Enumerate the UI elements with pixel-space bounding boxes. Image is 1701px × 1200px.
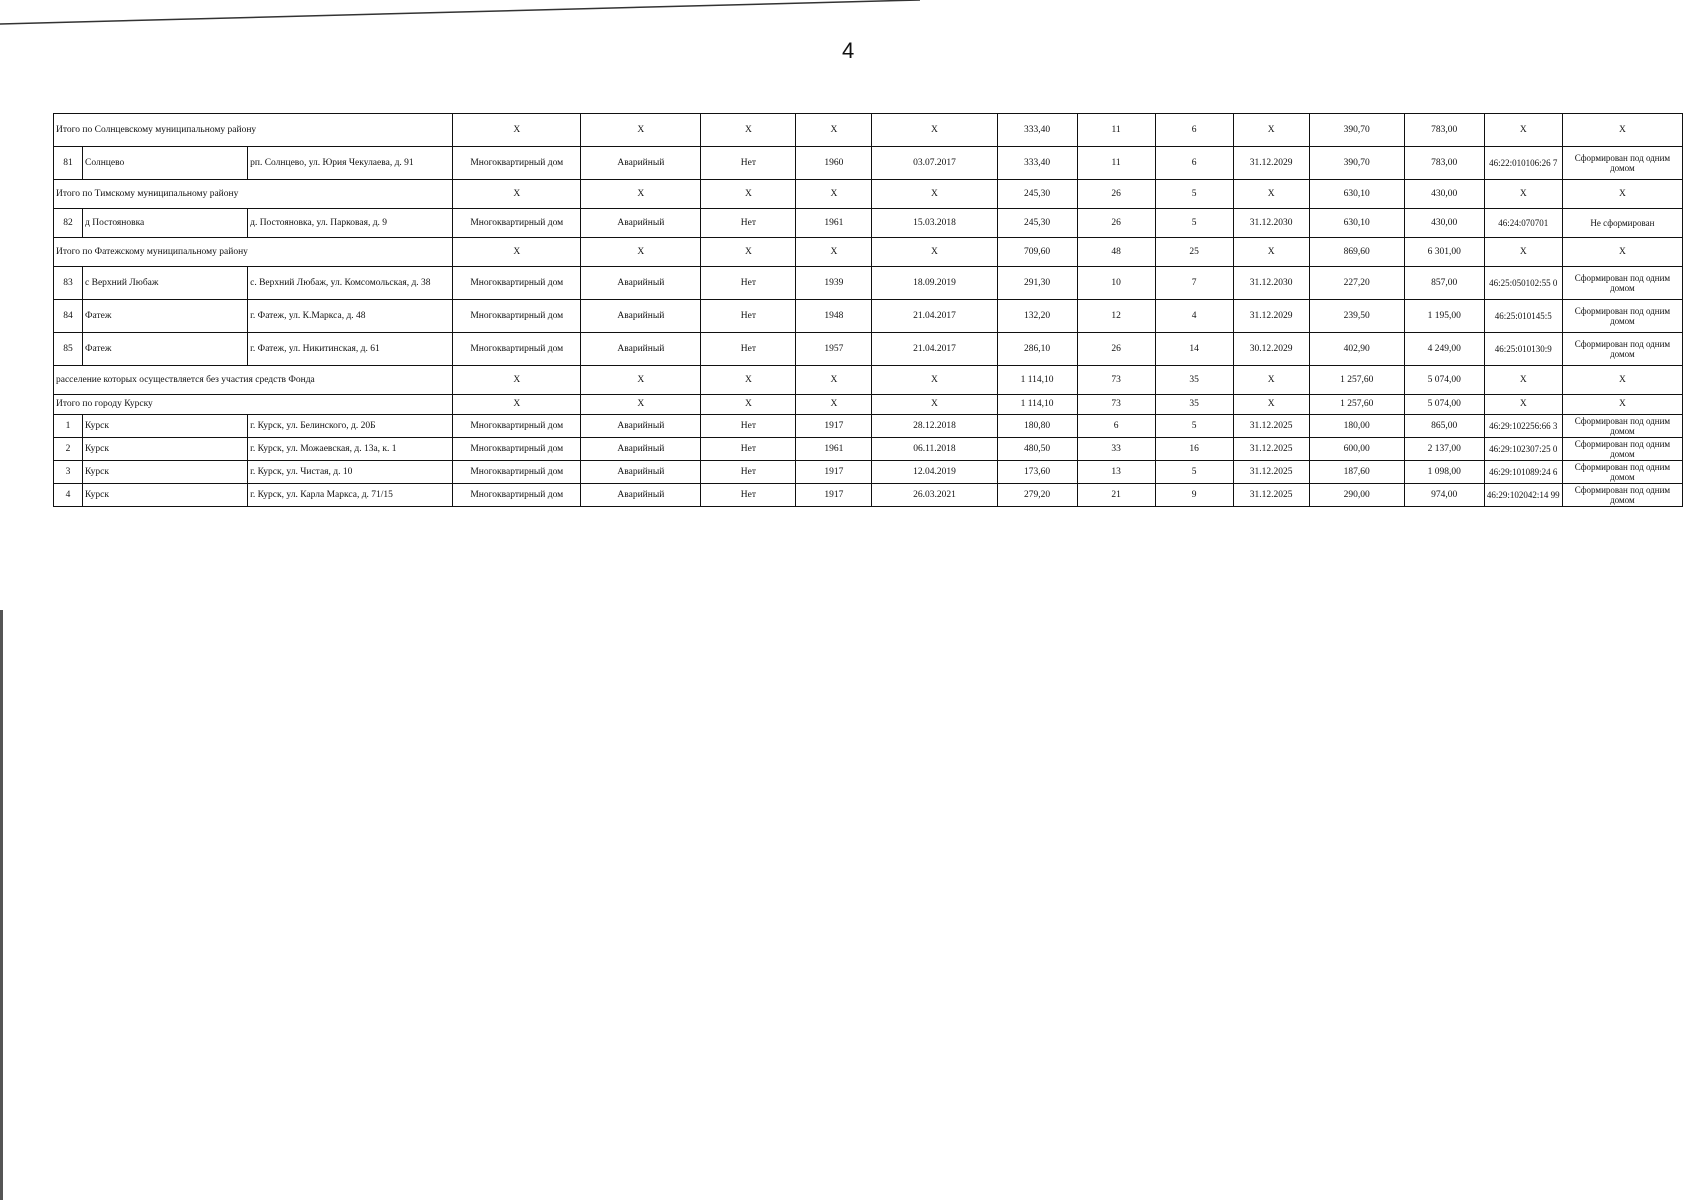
subtotal-cell: X bbox=[453, 366, 581, 395]
subtotal-row bbox=[54, 395, 1683, 415]
subtotal-cell: X bbox=[1484, 366, 1562, 395]
flag-cell: Нет bbox=[701, 484, 796, 507]
subtotal-cell: X bbox=[581, 366, 701, 395]
subtotal-cell: 390,70 bbox=[1309, 114, 1404, 147]
date-cell: 15.03.2018 bbox=[872, 209, 997, 238]
area-cell: 227,20 bbox=[1309, 267, 1404, 300]
subtotal-label: Итого по городу Курску bbox=[54, 395, 453, 415]
area-cell: 286,10 bbox=[997, 333, 1077, 366]
subtotal-cell: X bbox=[1233, 395, 1309, 415]
subtotal-cell: 35 bbox=[1155, 395, 1233, 415]
flag-cell: Нет bbox=[701, 300, 796, 333]
flag-cell: Нет bbox=[701, 333, 796, 366]
subtotal-cell: X bbox=[1233, 238, 1309, 267]
subtotal-cell: X bbox=[1233, 366, 1309, 395]
address-cell: г. Фатеж, ул. К.Маркса, д. 48 bbox=[248, 300, 453, 333]
status-cell: Сформирован под одним домом bbox=[1562, 267, 1682, 300]
area-cell: 402,90 bbox=[1309, 333, 1404, 366]
row-number: 1 bbox=[54, 415, 83, 438]
page-number: 4 bbox=[842, 38, 855, 63]
subtotal-cell: X bbox=[796, 180, 872, 209]
address-cell: г. Курск, ул. Чистая, д. 10 bbox=[248, 461, 453, 484]
cadastral-cell: 46:29:101089:24 6 bbox=[1484, 461, 1562, 484]
flag-cell: Нет bbox=[701, 438, 796, 461]
area-cell: 600,00 bbox=[1309, 438, 1404, 461]
subtotal-cell: X bbox=[1484, 180, 1562, 209]
cadastral-cell: 46:29:102256:66 3 bbox=[1484, 415, 1562, 438]
condition-cell: Аварийный bbox=[581, 300, 701, 333]
count-cell: 6 bbox=[1077, 415, 1155, 438]
subtotal-cell: X bbox=[796, 395, 872, 415]
deadline-cell: 31.12.2030 bbox=[1233, 209, 1309, 238]
house-type-cell: Многоквартирный дом bbox=[453, 267, 581, 300]
cadastral-cell: 46:25:050102:55 0 bbox=[1484, 267, 1562, 300]
subtotal-cell: X bbox=[581, 238, 701, 267]
subtotal-cell: X bbox=[1562, 180, 1682, 209]
area-cell: 2 137,00 bbox=[1404, 438, 1484, 461]
subtotal-cell: 48 bbox=[1077, 238, 1155, 267]
row-number: 84 bbox=[54, 300, 83, 333]
subtotal-cell: 5 bbox=[1155, 180, 1233, 209]
house-type-cell: Многоквартирный дом bbox=[453, 461, 581, 484]
subtotal-cell: X bbox=[453, 114, 581, 147]
area-cell: 865,00 bbox=[1404, 415, 1484, 438]
settlement-cell: Солнцево bbox=[83, 147, 248, 180]
house-type-cell: Многоквартирный дом bbox=[453, 300, 581, 333]
subtotal-cell: X bbox=[872, 366, 997, 395]
count-cell: 5 bbox=[1155, 461, 1233, 484]
house-type-cell: Многоквартирный дом bbox=[453, 484, 581, 507]
address-cell: г. Курск, ул. Белинского, д. 20Б bbox=[248, 415, 453, 438]
deadline-cell: 31.12.2029 bbox=[1233, 300, 1309, 333]
subtotal-cell: 73 bbox=[1077, 366, 1155, 395]
condition-cell: Аварийный bbox=[581, 415, 701, 438]
area-cell: 1 195,00 bbox=[1404, 300, 1484, 333]
deadline-cell: 31.12.2025 bbox=[1233, 484, 1309, 507]
status-cell: Не сформирован bbox=[1562, 209, 1682, 238]
area-cell: 291,30 bbox=[997, 267, 1077, 300]
flag-cell: Нет bbox=[701, 209, 796, 238]
condition-cell: Аварийный bbox=[581, 147, 701, 180]
area-cell: 857,00 bbox=[1404, 267, 1484, 300]
date-cell: 06.11.2018 bbox=[872, 438, 997, 461]
condition-cell: Аварийный bbox=[581, 209, 701, 238]
address-cell: рп. Солнцево, ул. Юрия Чекулаева, д. 91 bbox=[248, 147, 453, 180]
count-cell: 26 bbox=[1077, 333, 1155, 366]
deadline-cell: 31.12.2025 bbox=[1233, 461, 1309, 484]
area-cell: 180,00 bbox=[1309, 415, 1404, 438]
subtotal-cell: 1 257,60 bbox=[1309, 366, 1404, 395]
area-cell: 390,70 bbox=[1309, 147, 1404, 180]
subtotal-cell: X bbox=[581, 114, 701, 147]
year-cell: 1948 bbox=[796, 300, 872, 333]
row-number: 4 bbox=[54, 484, 83, 507]
house-type-cell: Многоквартирный дом bbox=[453, 333, 581, 366]
area-cell: 290,00 bbox=[1309, 484, 1404, 507]
subtotal-cell: X bbox=[1233, 180, 1309, 209]
subtotal-cell: 333,40 bbox=[997, 114, 1077, 147]
area-cell: 245,30 bbox=[997, 209, 1077, 238]
subtotal-cell: 630,10 bbox=[1309, 180, 1404, 209]
table-row bbox=[54, 147, 1683, 180]
date-cell: 26.03.2021 bbox=[872, 484, 997, 507]
year-cell: 1917 bbox=[796, 484, 872, 507]
subtotal-row bbox=[54, 238, 1683, 267]
subtotal-cell: X bbox=[701, 238, 796, 267]
count-cell: 5 bbox=[1155, 209, 1233, 238]
count-cell: 7 bbox=[1155, 267, 1233, 300]
housing-register-table bbox=[53, 113, 1683, 507]
subtotal-cell: X bbox=[581, 395, 701, 415]
row-number: 2 bbox=[54, 438, 83, 461]
year-cell: 1961 bbox=[796, 209, 872, 238]
settlement-cell: Фатеж bbox=[83, 300, 248, 333]
flag-cell: Нет bbox=[701, 267, 796, 300]
condition-cell: Аварийный bbox=[581, 484, 701, 507]
count-cell: 10 bbox=[1077, 267, 1155, 300]
table-row bbox=[54, 438, 1683, 461]
date-cell: 03.07.2017 bbox=[872, 147, 997, 180]
area-cell: 180,80 bbox=[997, 415, 1077, 438]
subtotal-cell: 6 bbox=[1155, 114, 1233, 147]
subtotal-cell: X bbox=[1233, 114, 1309, 147]
subtotal-cell: 1 257,60 bbox=[1309, 395, 1404, 415]
subtotal-cell: X bbox=[453, 395, 581, 415]
subtotal-cell: 869,60 bbox=[1309, 238, 1404, 267]
condition-cell: Аварийный bbox=[581, 438, 701, 461]
deadline-cell: 30.12.2029 bbox=[1233, 333, 1309, 366]
status-cell: Сформирован под одним домом bbox=[1562, 438, 1682, 461]
deadline-cell: 31.12.2029 bbox=[1233, 147, 1309, 180]
area-cell: 630,10 bbox=[1309, 209, 1404, 238]
area-cell: 4 249,00 bbox=[1404, 333, 1484, 366]
subtotal-cell: X bbox=[1562, 395, 1682, 415]
year-cell: 1960 bbox=[796, 147, 872, 180]
subtotal-cell: X bbox=[1562, 366, 1682, 395]
subtotal-cell: 5 074,00 bbox=[1404, 366, 1484, 395]
subtotal-cell: X bbox=[1484, 238, 1562, 267]
condition-cell: Аварийный bbox=[581, 461, 701, 484]
table-body bbox=[54, 114, 1683, 507]
status-cell: Сформирован под одним домом bbox=[1562, 333, 1682, 366]
cadastral-cell: 46:25:010145:5 bbox=[1484, 300, 1562, 333]
area-cell: 974,00 bbox=[1404, 484, 1484, 507]
count-cell: 11 bbox=[1077, 147, 1155, 180]
table-row bbox=[54, 267, 1683, 300]
count-cell: 13 bbox=[1077, 461, 1155, 484]
count-cell: 21 bbox=[1077, 484, 1155, 507]
status-cell: Сформирован под одним домом bbox=[1562, 461, 1682, 484]
settlement-cell: д Постояновка bbox=[83, 209, 248, 238]
cadastral-cell: 46:24:070701 bbox=[1484, 209, 1562, 238]
table-row bbox=[54, 415, 1683, 438]
subtotal-cell: X bbox=[453, 180, 581, 209]
subtotal-label: Итого по Фатежскому муниципальному району bbox=[54, 238, 453, 267]
area-cell: 480,50 bbox=[997, 438, 1077, 461]
subtotal-cell: 1 114,10 bbox=[997, 395, 1077, 415]
row-number: 82 bbox=[54, 209, 83, 238]
subtotal-cell: X bbox=[872, 180, 997, 209]
subtotal-cell: 709,60 bbox=[997, 238, 1077, 267]
subtotal-cell: X bbox=[1562, 238, 1682, 267]
condition-cell: Аварийный bbox=[581, 333, 701, 366]
area-cell: 187,60 bbox=[1309, 461, 1404, 484]
subtotal-cell: 783,00 bbox=[1404, 114, 1484, 147]
area-cell: 279,20 bbox=[997, 484, 1077, 507]
subtotal-cell: 5 074,00 bbox=[1404, 395, 1484, 415]
count-cell: 4 bbox=[1155, 300, 1233, 333]
subtotal-cell: 73 bbox=[1077, 395, 1155, 415]
subtotal-cell: X bbox=[796, 114, 872, 147]
subtotal-cell: X bbox=[1484, 395, 1562, 415]
address-cell: д. Постояновка, ул. Парковая, д. 9 bbox=[248, 209, 453, 238]
subtotal-cell: 35 bbox=[1155, 366, 1233, 395]
count-cell: 9 bbox=[1155, 484, 1233, 507]
row-number: 83 bbox=[54, 267, 83, 300]
table-row bbox=[54, 484, 1683, 507]
subtotal-cell: 25 bbox=[1155, 238, 1233, 267]
cadastral-cell: 46:25:010130:9 bbox=[1484, 333, 1562, 366]
condition-cell: Аварийный bbox=[581, 267, 701, 300]
status-cell: Сформирован под одним домом bbox=[1562, 415, 1682, 438]
settlement-cell: Курск bbox=[83, 415, 248, 438]
year-cell: 1957 bbox=[796, 333, 872, 366]
row-number: 85 bbox=[54, 333, 83, 366]
status-cell: Сформирован под одним домом bbox=[1562, 484, 1682, 507]
subtotal-label: Итого по Солнцевскому муниципальному району bbox=[54, 114, 453, 147]
settlement-cell: Курск bbox=[83, 461, 248, 484]
subtotal-cell: X bbox=[1562, 114, 1682, 147]
count-cell: 16 bbox=[1155, 438, 1233, 461]
count-cell: 26 bbox=[1077, 209, 1155, 238]
deadline-cell: 31.12.2025 bbox=[1233, 438, 1309, 461]
address-cell: г. Курск, ул. Карла Маркса, д. 71/15 bbox=[248, 484, 453, 507]
row-number: 81 bbox=[54, 147, 83, 180]
settlement-cell: Курск bbox=[83, 484, 248, 507]
settlement-cell: Фатеж bbox=[83, 333, 248, 366]
date-cell: 21.04.2017 bbox=[872, 333, 997, 366]
flag-cell: Нет bbox=[701, 415, 796, 438]
year-cell: 1961 bbox=[796, 438, 872, 461]
scan-edge-line bbox=[0, 0, 920, 28]
subtotal-cell: 6 301,00 bbox=[1404, 238, 1484, 267]
subtotal-cell: X bbox=[796, 238, 872, 267]
count-cell: 14 bbox=[1155, 333, 1233, 366]
count-cell: 33 bbox=[1077, 438, 1155, 461]
subtotal-cell: 245,30 bbox=[997, 180, 1077, 209]
subtotal-cell: X bbox=[453, 238, 581, 267]
area-cell: 430,00 bbox=[1404, 209, 1484, 238]
date-cell: 28.12.2018 bbox=[872, 415, 997, 438]
subtotal-cell: X bbox=[1484, 114, 1562, 147]
table-row bbox=[54, 461, 1683, 484]
cadastral-cell: 46:29:102307:25 0 bbox=[1484, 438, 1562, 461]
table-row bbox=[54, 333, 1683, 366]
subtotal-cell: 430,00 bbox=[1404, 180, 1484, 209]
settlement-cell: с Верхний Любаж bbox=[83, 267, 248, 300]
subtotal-cell: X bbox=[701, 180, 796, 209]
address-cell: с. Верхний Любаж, ул. Комсомольская, д. 38 bbox=[248, 267, 453, 300]
subtotal-cell: X bbox=[872, 114, 997, 147]
subtotal-label: Итого по Тимскому муниципальному району bbox=[54, 180, 453, 209]
subtotal-cell: 26 bbox=[1077, 180, 1155, 209]
subtotal-cell: X bbox=[701, 114, 796, 147]
address-cell: г. Курск, ул. Можаевская, д. 13а, к. 1 bbox=[248, 438, 453, 461]
subtotal-cell: 11 bbox=[1077, 114, 1155, 147]
area-cell: 333,40 bbox=[997, 147, 1077, 180]
count-cell: 5 bbox=[1155, 415, 1233, 438]
house-type-cell: Многоквартирный дом bbox=[453, 415, 581, 438]
date-cell: 18.09.2019 bbox=[872, 267, 997, 300]
area-cell: 1 098,00 bbox=[1404, 461, 1484, 484]
flag-cell: Нет bbox=[701, 461, 796, 484]
cadastral-cell: 46:29:102042:14 99 bbox=[1484, 484, 1562, 507]
subtotal-cell: X bbox=[872, 395, 997, 415]
house-type-cell: Многоквартирный дом bbox=[453, 438, 581, 461]
subtotal-cell: 1 114,10 bbox=[997, 366, 1077, 395]
row-number: 3 bbox=[54, 461, 83, 484]
count-cell: 12 bbox=[1077, 300, 1155, 333]
subtotal-row bbox=[54, 180, 1683, 209]
status-cell: Сформирован под одним домом bbox=[1562, 300, 1682, 333]
date-cell: 21.04.2017 bbox=[872, 300, 997, 333]
subtotal-cell: X bbox=[701, 366, 796, 395]
settlement-cell: Курск bbox=[83, 438, 248, 461]
house-type-cell: Многоквартирный дом bbox=[453, 147, 581, 180]
area-cell: 783,00 bbox=[1404, 147, 1484, 180]
year-cell: 1917 bbox=[796, 415, 872, 438]
subtotal-cell: X bbox=[701, 395, 796, 415]
address-cell: г. Фатеж, ул. Никитинская, д. 61 bbox=[248, 333, 453, 366]
status-cell: Сформирован под одним домом bbox=[1562, 147, 1682, 180]
year-cell: 1939 bbox=[796, 267, 872, 300]
table-row bbox=[54, 209, 1683, 238]
subtotal-row bbox=[54, 366, 1683, 395]
deadline-cell: 31.12.2030 bbox=[1233, 267, 1309, 300]
flag-cell: Нет bbox=[701, 147, 796, 180]
cadastral-cell: 46:22:010106:26 7 bbox=[1484, 147, 1562, 180]
count-cell: 6 bbox=[1155, 147, 1233, 180]
subtotal-cell: X bbox=[796, 366, 872, 395]
area-cell: 173,60 bbox=[997, 461, 1077, 484]
house-type-cell: Многоквартирный дом bbox=[453, 209, 581, 238]
scan-edge-left bbox=[0, 610, 3, 1200]
subtotal-row bbox=[54, 114, 1683, 147]
subtotal-cell: X bbox=[872, 238, 997, 267]
deadline-cell: 31.12.2025 bbox=[1233, 415, 1309, 438]
area-cell: 239,50 bbox=[1309, 300, 1404, 333]
year-cell: 1917 bbox=[796, 461, 872, 484]
date-cell: 12.04.2019 bbox=[872, 461, 997, 484]
subtotal-label: расселение которых осуществляется без участия средств Фонда bbox=[54, 366, 453, 395]
area-cell: 132,20 bbox=[997, 300, 1077, 333]
subtotal-cell: X bbox=[581, 180, 701, 209]
table-row bbox=[54, 300, 1683, 333]
